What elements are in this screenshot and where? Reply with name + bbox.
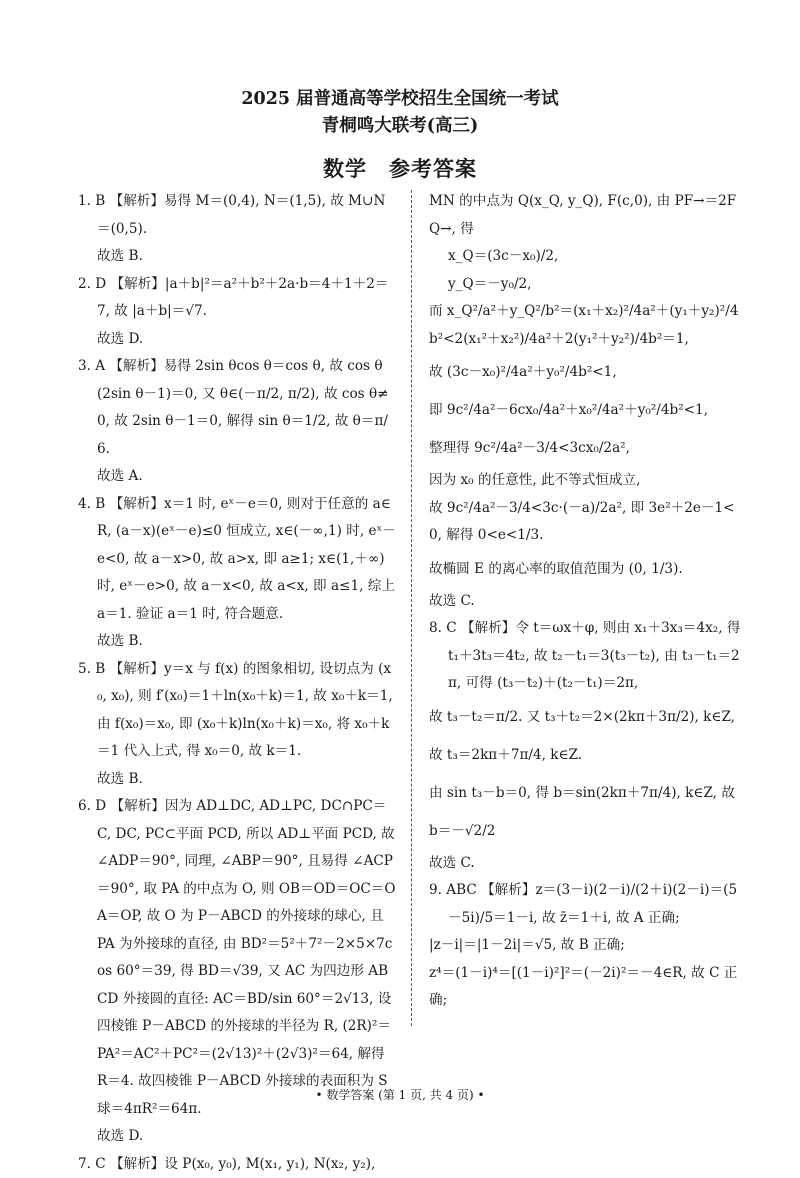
answer-q4-choice: 故选 B. — [78, 628, 396, 656]
exam-series: 青桐鸣大联考(高三) — [0, 113, 800, 140]
answer-q9: 9. ABC 【解析】z＝(3－i)(2－i)/(2＋i)(2－i)＝(5－5i)/5＝1－i, 故 z̄＝1＋i, 故 A 正确; — [429, 877, 741, 932]
answer-column-right — [429, 188, 741, 1040]
answer-q8-step: 故 t₃＝2kπ＋7π/4, k∈Z. — [429, 736, 741, 774]
answer-q8-choice: 故选 C. — [429, 850, 741, 878]
answer-q2-choice: 故选 D. — [78, 326, 396, 354]
answer-q7-step: 整理得 9c²/4a²－3/4<3cx₀/2a², — [429, 429, 741, 467]
answer-q7-cont: MN 的中点为 Q(x_Q, y_Q), F(c,0), 由 PF→＝2FQ→, 得 — [429, 188, 741, 243]
answer-q7-system-2: y_Q＝－y₀/2, — [429, 271, 741, 299]
answer-q7-step: 因为 x₀ 的任意性, 此不等式恒成立, — [429, 467, 741, 495]
answer-q1-choice: 故选 B. — [78, 243, 396, 271]
answer-q5: 5. B 【解析】y＝x 与 f(x) 的图象相切, 设切点为 (x₀, x₀), 则 f′(x₀)＝1＋ln(x₀＋k)＝1, 故 x₀＋k＝1, — [78, 656, 396, 711]
answer-q3-choice: 故选 A. — [78, 463, 396, 491]
answer-q6: 6. D 【解析】因为 AD⊥DC, AD⊥PC, DC∩PC＝C, DC, PC⊂平面 PCD, 所以 AD⊥平面 PCD, 故 ∠ADP＝90°, 同理, ∠ABP＝90°, 且易得 ∠ACP＝90°, 取 PA 的中点为 O, 则 OB＝OD＝OC＝OA＝OP, 故 O 为 P－ABCD 的外接球的球心, 且 PA 为外接球的直径, 由 BD²＝5²＋7²－2×5×7cos 60°＝39, 得 BD＝√39, 又 AC 为四边形 ABCD 外接圆的直径: AC＝BD/sin 60°＝2√13, 设四棱锥 P－ABCD 的外接球的半径为 R, (2R)²＝PA²＝AC²＋PC²＝(2√13)²＋(2√3)²＝64, 解得 R＝4. 故四棱锥 P－ABCD 外接球的表面积为 S球＝4πR²＝64π. — [78, 793, 396, 1123]
answer-q9-step: z⁴＝(1－i)⁴＝[(1－i)²]²＝(－2i)²＝－4∈R, 故 C 正确; — [429, 960, 741, 1015]
answer-q8: 8. C 【解析】令 t＝ωx＋φ, 则由 x₁＋3x₃＝4x₂, 得 t₁＋3t₃＝4t₂, 故 t₂－t₁＝3(t₃－t₂), 由 t₃－t₁＝2π, 可得 (t₃－t₂)＋(t₂－t₁)＝2π, — [429, 615, 741, 698]
column-divider — [411, 190, 412, 1026]
answer-q2: 2. D 【解析】|a＋b|²＝a²＋b²＋2a·b＝4＋1＋2＝7, 故 |a＋b|＝√7. — [78, 271, 396, 326]
answer-q5-step: 由 f(x₀)＝x₀, 即 (x₀＋k)ln(x₀＋k)＝x₀, 将 x₀＋k＝1 代入上式, 得 x₀＝0, 故 k＝1. — [78, 711, 396, 766]
answer-q7-step: 故 9c²/4a²－3/4<3c·(－a)/2a², 即 3e²＋2e－1<0, 解得 0<e<1/3. — [429, 495, 741, 550]
answer-q8-step: 由 sin t₃－b＝0, 得 b＝sin(2kπ＋7π/4), k∈Z, 故 b＝－√2/2 — [429, 774, 741, 850]
answer-q7-step: 故 (3c－x₀)²/4a²＋y₀²/4b²<1, — [429, 353, 741, 391]
answer-q4: 4. B 【解析】x＝1 时, eˣ－e＝0, 则对于任意的 a∈R, (a－x)(eˣ－e)≤0 恒成立, x∈(－∞,1) 时, eˣ－e<0, 故 a－x>0, 故 a>x, 即 a≥1; x∈(1,＋∞) 时, eˣ－e>0, 故 a－x<0, 故 a<x, 即 a≤1, 综上 a＝1. 验证 a＝1 时, 符合题意. — [78, 491, 396, 629]
answer-q8-step: 故 t₃－t₂＝π/2. 又 t₃＋t₂＝2×(2kπ＋3π/2), k∈Z, — [429, 698, 741, 736]
answer-q9-step: |z－i|＝|1－2i|＝√5, 故 B 正确; — [429, 932, 741, 960]
answer-q7-system-1: x_Q＝(3c－x₀)/2, — [429, 243, 741, 271]
answer-q7-choice: 故选 C. — [429, 588, 741, 616]
answer-q7: 7. C 【解析】设 P(x₀, y₀), M(x₁, y₁), N(x₂, y₂), — [78, 1151, 396, 1178]
answer-q1: 1. B 【解析】易得 M＝(0,4), N＝(1,5), 故 M∪N＝(0,5). — [78, 188, 396, 243]
answer-q7-step: 即 9c²/4a²－6cx₀/4a²＋x₀²/4a²＋y₀²/4b²<1, — [429, 391, 741, 429]
page-header — [0, 86, 800, 183]
exam-title: 2025 届普通高等学校招生全国统一考试 — [0, 86, 800, 113]
answer-column-left — [78, 188, 396, 1040]
answer-q3: 3. A 【解析】易得 2sin θcos θ＝cos θ, 故 cos θ(2sin θ－1)＝0, 又 θ∈(－π/2, π/2), 故 cos θ≠0, 故 2sin θ－1＝0, 解得 sin θ＝1/2, 故 θ＝π/6. — [78, 353, 396, 463]
answer-q7-ineq: 而 x_Q²/a²＋y_Q²/b²＝(x₁＋x₂)²/4a²＋(y₁＋y₂)²/4b²<2(x₁²＋x₂²)/4a²＋2(y₁²＋y₂²)/4b²＝1, — [429, 298, 741, 353]
page-footer: • 数学答案 (第 1 页, 共 4 页) • — [0, 1086, 800, 1103]
answer-q7-conclusion: 故椭圆 E 的离心率的取值范围为 (0, 1/3). — [429, 550, 741, 588]
page-title: 数学 参考答案 — [0, 153, 800, 183]
answer-q6-choice: 故选 D. — [78, 1123, 396, 1151]
answer-q5-choice: 故选 B. — [78, 766, 396, 794]
